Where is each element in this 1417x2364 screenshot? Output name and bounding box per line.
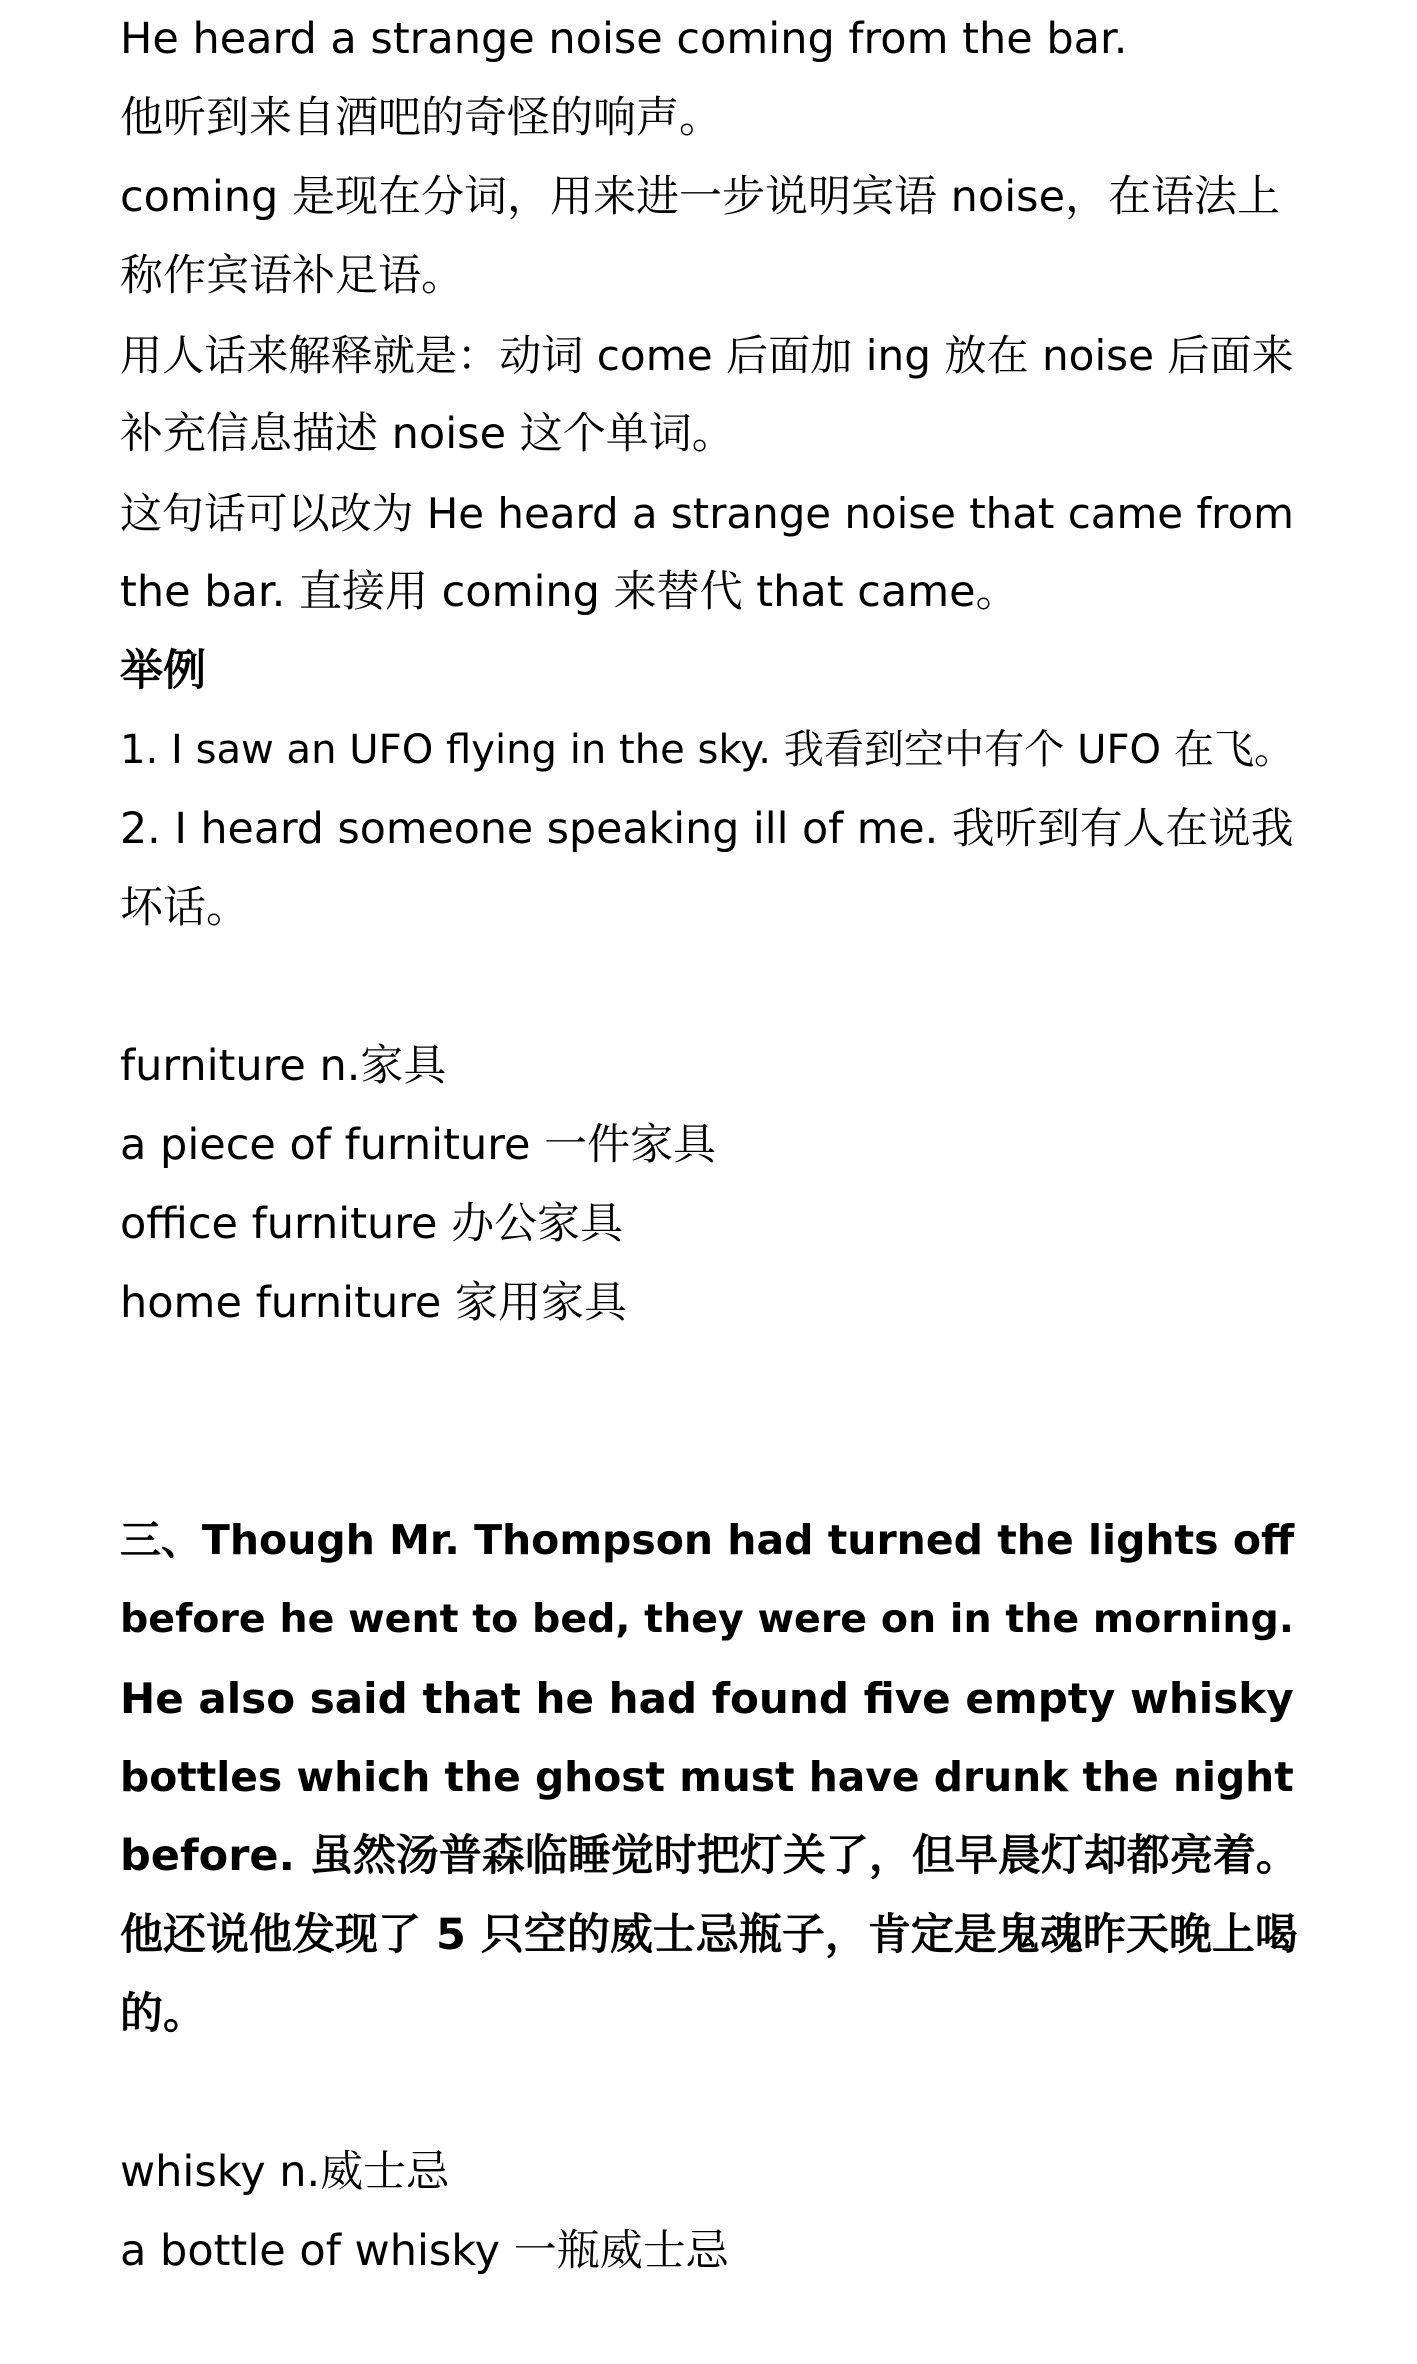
example-sentence-english: He heard a strange noise coming from the bar.	[120, 14, 1128, 64]
vocab-item: office furniture 办公家具	[120, 1199, 624, 1249]
spacer	[120, 1343, 1300, 1501]
plain-explanation-line: 补充信息描述 noise 这个单词。	[120, 409, 735, 459]
example-item: 坏话。	[120, 883, 249, 933]
example-sentence-chinese: 他听到来自酒吧的奇怪的响声。	[120, 93, 722, 143]
section-three-line: He also said that he had found five empty whisky	[120, 1674, 1294, 1723]
grammar-note-line: 称作宾语补足语。	[120, 251, 464, 301]
vocab-item: a bottle of whisky 一瓶威士忌	[120, 2226, 729, 2276]
section-three-block	[120, 1501, 1300, 2054]
spacer	[120, 2054, 1300, 2133]
rewrite-note-line: 这句话可以改为 He heard a strange noise that came from	[120, 489, 1294, 538]
rewrite-note-line: the bar. 直接用 coming 来替代 that came。	[120, 567, 1019, 617]
section-three-line: 的。	[120, 1989, 206, 2039]
example-item: 1. I saw an UFO flying in the sky. 我看到空中有个 UFO 在飞。	[120, 727, 1295, 773]
example-heading: 举例	[120, 646, 206, 696]
vocab-item: a piece of furniture 一件家具	[120, 1120, 717, 1170]
vocab-item: home furniture 家用家具	[120, 1278, 628, 1328]
example-item: 2. I heard someone speaking ill of me. 我听到有人在说我	[120, 804, 1294, 854]
vocab-item: whisky n.威士忌	[120, 2147, 450, 2197]
vocab-block-furniture	[120, 1027, 1300, 1343]
section-three-line: bottles which the ghost must have drunk the night	[120, 1753, 1294, 1801]
section-three-line: 三、Though Mr. Thompson had turned the lights off	[120, 1516, 1295, 1564]
section-three-line: before. 虽然汤普森临睡觉时把灯关了，但早晨灯却都亮着。	[120, 1831, 1299, 1881]
spacer	[120, 948, 1300, 1027]
vocab-block-whisky	[120, 2133, 1300, 2291]
explanation-block	[120, 0, 1300, 948]
grammar-note-line: coming 是现在分词，用来进一步说明宾语 noise，在语法上	[120, 172, 1281, 222]
document-page	[120, 0, 1300, 2291]
section-three-line: 他还说他发现了 5 只空的威士忌瓶子，肯定是鬼魂昨天晚上喝	[120, 1910, 1298, 1960]
plain-explanation-line: 用人话来解释就是：动词 come 后面加 ing 放在 noise 后面来	[120, 331, 1294, 380]
section-three-line: before he went to bed, they were on in the morning.	[120, 1596, 1294, 1642]
vocab-item: furniture n.家具	[120, 1041, 447, 1091]
